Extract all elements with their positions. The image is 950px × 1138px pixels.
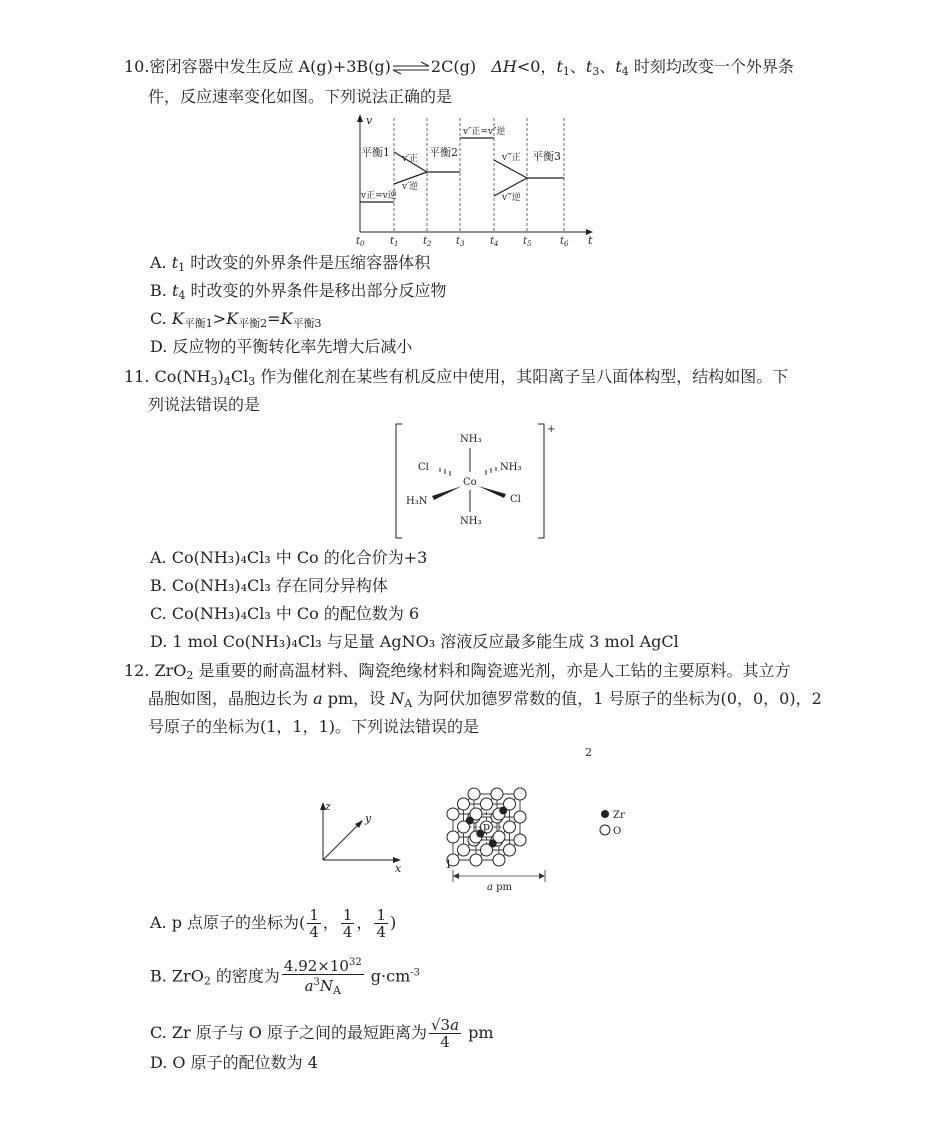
axis-x-label: t: [588, 234, 593, 247]
axis-y-label: v: [366, 114, 373, 127]
zr-atom: [499, 807, 507, 815]
nh3-top: NH₃: [460, 434, 482, 445]
v-fwd3-label: v‴正: [502, 153, 521, 163]
tick-t1: $t_1$: [390, 236, 399, 248]
o-atom: [458, 798, 470, 810]
y-axis-arrow-icon: [357, 114, 363, 122]
o-atom: [447, 831, 459, 843]
o-atom: [491, 788, 503, 800]
o-atom: [468, 788, 480, 800]
o-atom: [514, 811, 526, 823]
left-bracket: [396, 424, 402, 538]
q12-axes-figure: [315, 798, 415, 874]
o-atom: [504, 821, 516, 833]
right-bracket: [538, 424, 544, 538]
atom-label-p: p: [483, 820, 491, 833]
cl-left: Cl: [418, 462, 429, 473]
o-atom: [447, 808, 459, 820]
balance1-label: 平衡1: [361, 146, 390, 159]
q12-option-c[interactable]: C. Zr 原子与 O 原子之间的最短距离为 $\frac{√3a}{4}$ pm: [150, 1016, 494, 1051]
o-atom: [458, 844, 470, 856]
q10-option-c[interactable]: C. $K_{平衡1}>K_{平衡2}=K_{平衡3}$: [150, 309, 322, 330]
v-fwd1-label: v′正: [402, 154, 419, 164]
tick-t0: $t_0$: [356, 236, 365, 248]
co-center: Co: [463, 477, 477, 488]
o-atom: [470, 854, 482, 866]
q11-option-b[interactable]: B. Co(NH₃)₄Cl₃ 存在同分异构体: [150, 576, 388, 595]
tick-t5: $t_5$: [523, 236, 532, 248]
q12-stem-line3: 号原子的坐标为(1，1，1)。下列说法错误的是: [148, 717, 480, 736]
tick-t2: $t_2$: [423, 236, 432, 248]
q11-option-a[interactable]: A. Co(NH₃)₄Cl₃ 中 Co 的化合价为+3: [150, 548, 428, 567]
nh3-right: NH₃: [500, 462, 522, 473]
balance3-label: 平衡3: [532, 150, 561, 163]
q12-option-d[interactable]: D. O 原子的配位数为 4: [150, 1053, 318, 1072]
zr-atom: [489, 840, 497, 848]
zr-atom: [466, 817, 474, 825]
nh3-bottom: NH₃: [460, 516, 482, 527]
tick-t4: $t_4$: [490, 236, 499, 248]
q12-option-d-clip: [150, 1053, 450, 1074]
q12-option-b[interactable]: B. ZrO$_2$ 的密度为 $\frac{4.92\times 10^{32}}{a^3N_A}$ $g\cdot cm^{-3}$: [150, 957, 420, 997]
v-rev1-label: v′逆: [402, 182, 419, 192]
tick-t3: $t_3$: [456, 236, 465, 248]
h3n-left: H₃N: [406, 496, 428, 507]
svg-text:z: z: [325, 800, 331, 813]
svg-text:x: x: [395, 862, 402, 875]
q10-stem-line2: 件，反应速率变化如图。下列说法正确的是: [148, 87, 453, 106]
svg-text:y: y: [365, 812, 372, 825]
atom-label-1: 1: [445, 858, 452, 871]
q10-rate-chart: [352, 108, 602, 248]
q12-option-a[interactable]: A. p 点原子的坐标为( $\frac{1}{4}$ ， $\frac{1}{4}$ ， $\frac{1}{4}$ ): [150, 906, 397, 941]
o-atom: [504, 844, 516, 856]
v-eq1-label: v正=v逆: [361, 191, 397, 201]
tick-t6: $t_6$: [560, 236, 569, 248]
edge-label: a pm: [487, 882, 513, 893]
q12-stem-line1: 12. ZrO$_2$ 是重要的耐高温材料、陶瓷绝缘材料和陶瓷遮光剂，亦是人工钻的主要原料。其立方: [124, 661, 791, 682]
v-rev3-label: v‴逆: [502, 193, 521, 203]
q10-option-a[interactable]: A. $t_1$ 时改变的外界条件是压缩容器体积: [150, 253, 431, 274]
balance2-label: 平衡2: [429, 146, 458, 159]
q10-option-b[interactable]: B. $t_4$ 时改变的外界条件是移出部分反应物: [150, 281, 447, 302]
cl-right: Cl: [510, 494, 521, 505]
q10-option-d[interactable]: D. 反应物的平衡转化率先增大后减小: [150, 337, 413, 356]
legend-zr-icon: [601, 810, 609, 818]
q12-stem-line2: 晶胞如图，晶胞边长为 a pm，设 $N_A$ 为阿伏加德罗常数的值，1 号原子的坐标为(0，0，0)，2: [148, 689, 822, 710]
o-atom: [493, 854, 505, 866]
o-atom: [514, 834, 526, 846]
legend-o-icon: [600, 825, 610, 835]
q11-option-c[interactable]: C. Co(NH₃)₄Cl₃ 中 Co 的配位数为 6: [150, 604, 420, 623]
q10-stem-line1: 10.密闭容器中发生反应 A(g)+3B(g) 2C(g) ΔH<0，$t_1$、$t_3$、$t_4$ 时刻均改变一个外界条: [124, 57, 794, 78]
q11-structure-figure: [390, 420, 565, 544]
q11-stem-line2: 列说法错误的是: [148, 395, 261, 414]
o-atom: [481, 798, 493, 810]
legend-zr: Zr: [613, 810, 625, 821]
legend-o: O: [613, 826, 622, 837]
q12-crystal-cell: [435, 742, 635, 892]
charge-label: +: [547, 424, 556, 435]
atom-label-2: 2: [585, 746, 592, 759]
v-eq2-label: v″正=v″逆: [463, 127, 506, 137]
equilibrium-arrow-icon: [391, 61, 431, 75]
q11-stem-line1: 11. $Co(NH_3)_4Cl_3$ 作为催化剂在某些有机反应中使用，其阳离子呈八面体构型，结构如图。下: [124, 367, 789, 388]
o-atom: [514, 788, 526, 800]
q11-option-d[interactable]: D. 1 mol Co(NH₃)₄Cl₃ 与足量 AgNO₃ 溶液反应最多能生成 3 mol AgCl: [150, 632, 679, 651]
